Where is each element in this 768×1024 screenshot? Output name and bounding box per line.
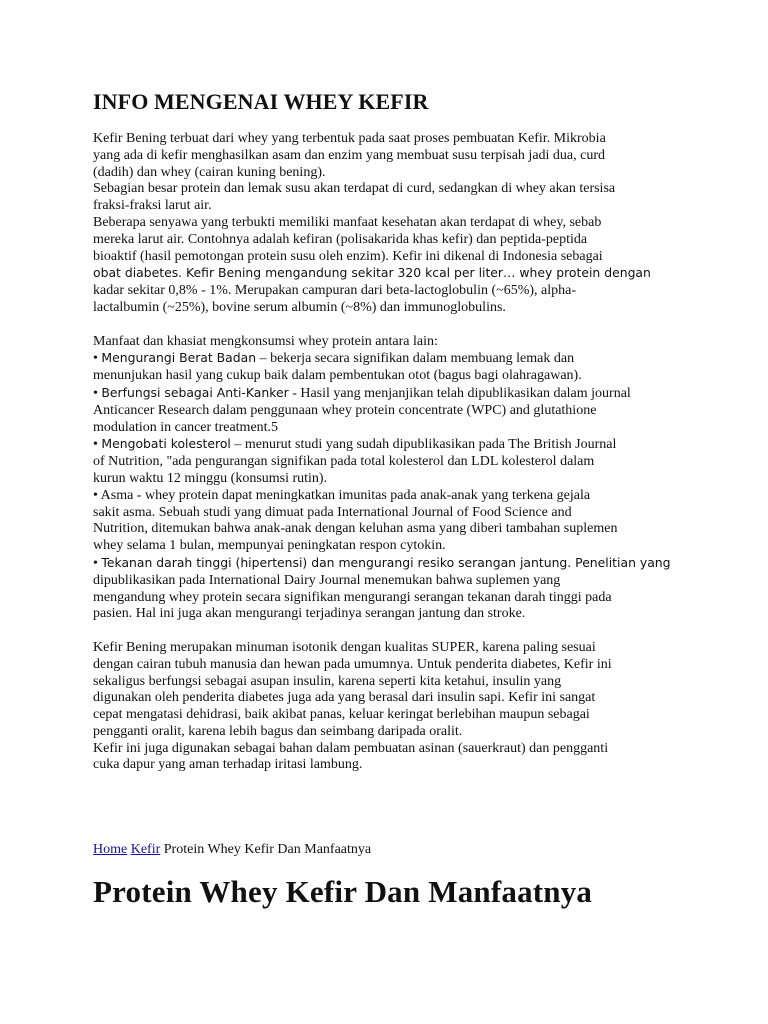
text-line: [93, 521, 683, 538]
text-segment: • Asma - whey protein dapat meningkatkan imunitas pada anak-anak yang terkena gejala: [93, 487, 591, 503]
text-line: [93, 300, 683, 317]
text-segment: menunjukan hasil yang cukup baik dalam pembentukan otot (bagus bagi olahragawan).: [93, 368, 582, 384]
text-segment: mereka larut air. Contohnya adalah kefiran (polisakarida khas kefir) dan peptida-peptida: [93, 231, 588, 247]
article-title: Protein Whey Kefir Dan Manfaatnya: [93, 874, 593, 910]
text-line: [93, 283, 683, 300]
breadcrumb-current: Protein Whey Kefir Dan Manfaatnya: [163, 842, 372, 858]
text-line: [93, 488, 683, 505]
text-segment: Kefir Bening terbuat dari whey yang terbentuk pada saat proses pembuatan Kefir. Mikrobia: [93, 131, 606, 146]
text-segment: •: [93, 385, 102, 401]
text-line: [93, 590, 683, 607]
breadcrumb: [93, 841, 683, 858]
text-segment: dipublikasikan pada International Dairy Journal menemukan bahwa suplemen yang: [93, 572, 561, 588]
text-segment: cepat mengatasi dehidrasi, baik akibat panas, keluar keringat berlebihan maupun sebagai: [93, 707, 590, 723]
text-segment: cuka dapur yang aman terhadap iritasi lambung.: [93, 757, 363, 773]
text-line: [93, 385, 683, 403]
text-line: [93, 403, 683, 420]
text-line: [93, 505, 683, 522]
text-line: [93, 707, 683, 724]
text-segment: - Hasil yang menjanjikan telah dipublikasikan dalam journal: [288, 385, 631, 401]
text-line: [93, 181, 683, 198]
text-line: [93, 741, 683, 758]
text-segment: fraksi-fraksi larut air.: [93, 198, 212, 214]
text-segment: kadar sekitar 0,8% - 1%. Merupakan campuran dari beta-lactoglobulin (~65%), alpha-: [93, 283, 576, 299]
text-segment: bioaktif (hasil pemotongan protein susu oleh enzim). Kefir ini dikenal di Indonesia sebagai: [93, 248, 603, 264]
text-line: [93, 674, 683, 691]
text-line: [93, 454, 683, 471]
breadcrumb-home-link[interactable]: Home: [93, 842, 128, 858]
text-segment: kurun waktu 12 minggu (konsumsi rutin).: [93, 470, 328, 486]
text-line: [93, 555, 683, 573]
text-line: [93, 471, 683, 488]
text-line: [93, 573, 683, 590]
text-segment: sakit asma. Sebuah studi yang dimuat pada International Journal of Food Science and: [93, 504, 572, 520]
text-line: [93, 165, 683, 182]
text-segment: •: [93, 437, 102, 453]
text-segment: Mengobati kolesterol: [101, 436, 231, 452]
benefits-paragraph: [93, 334, 683, 624]
text-segment: Anticancer Research dalam penggunaan whey protein concentrate (WPC) and glutathione: [93, 402, 597, 418]
text-line: [93, 420, 683, 437]
text-segment: – menurut studi yang sudah dipublikasikan pada The British Journal: [230, 437, 617, 453]
text-segment: modulation in cancer treatment.5: [93, 419, 279, 435]
text-segment: •: [93, 555, 102, 571]
text-line: [93, 368, 683, 385]
text-segment: mengandung whey protein secara signifikan mengurangi serangan tekanan darah tinggi pada: [93, 589, 612, 605]
breadcrumb-kefir-link[interactable]: Kefir: [130, 842, 161, 858]
text-segment: whey selama 1 bulan, mempunyai peningkatan respon cytokin.: [93, 538, 446, 554]
section-spacer: [93, 774, 683, 841]
text-segment: Mengurangi Berat Badan: [101, 350, 257, 366]
text-segment: Berfungsi sebagai Anti-Kanker: [101, 384, 289, 400]
text-line: [93, 198, 683, 215]
text-line: [93, 249, 683, 266]
text-line: [93, 215, 683, 232]
document-heading: INFO MENGENAI WHEY KEFIR: [93, 89, 429, 114]
text-line: [93, 350, 683, 368]
text-line: [93, 724, 683, 741]
text-line: [93, 131, 683, 148]
text-segment: pasien. Hal ini juga akan mengurangi terjadinya serangan jantung dan stroke.: [93, 606, 526, 622]
text-segment: Manfaat dan khasiat mengkonsumsi whey protein antara lain:: [93, 333, 438, 349]
text-segment: dengan cairan tubuh manusia dan hewan pada umumnya. Untuk penderita diabetes, Kefir ini: [93, 656, 612, 672]
text-segment: (dadih) dan whey (cairan kuning bening).: [93, 164, 326, 180]
text-segment: of Nutrition, "ada pengurangan signifikan pada total kolesterol dan LDL kolesterol dalam: [93, 454, 595, 470]
text-line: [93, 436, 683, 454]
text-segment: Nutrition, ditemukan bahwa anak-anak dengan keluhan asma yang diberi tambahan suplemen: [93, 521, 618, 537]
text-segment: •: [93, 351, 102, 367]
document-body: [93, 131, 683, 774]
text-line: [93, 657, 683, 674]
text-line: [93, 148, 683, 165]
text-line: [93, 538, 683, 555]
text-segment: Kefir ini juga digunakan sebagai bahan dalam pembuatan asinan (sauerkraut) dan pengganti: [93, 740, 609, 756]
text-segment: Sebagian besar protein dan lemak susu akan terdapat di curd, sedangkan di whey akan tersisa: [93, 181, 616, 197]
document-page: [93, 88, 683, 912]
text-line: [93, 690, 683, 707]
text-line: [93, 232, 683, 249]
paragraph-spacer: [93, 317, 683, 334]
text-segment: – bekerja secara signifikan dalam membuang lemak dan: [256, 351, 575, 367]
text-segment: lactalbumin (~25%), bovine serum albumin (~8%) dan immunoglobulins.: [93, 299, 506, 315]
text-line: [93, 334, 683, 351]
intro-paragraph: [93, 131, 683, 317]
text-line: [93, 640, 683, 657]
kefir-bening-paragraph: [93, 640, 683, 774]
text-segment: Tekanan darah tinggi (hipertensi) dan mengurangi resiko serangan jantung. Penelitian yang: [101, 554, 671, 570]
text-segment: digunakan oleh penderita diabetes juga ada yang berasal dari insulin sapi. Kefir ini sangat: [93, 690, 596, 706]
text-segment: obat diabetes. Kefir Bening mengandung sekitar 320 kcal per liter… whey protein dengan: [93, 265, 651, 281]
text-segment: Beberapa senyawa yang terbukti memiliki manfaat kesehatan akan terdapat di whey, sebab: [93, 214, 602, 230]
text-segment: yang ada di kefir menghasilkan asam dan enzim yang membuat susu terpisah jadi dua, curd: [93, 147, 606, 163]
text-segment: sekaligus berfungsi sebagai asupan insulin, karena seperti kita ketahui, insulin yang: [93, 673, 562, 689]
text-line: [93, 265, 683, 283]
text-line: [93, 757, 683, 774]
text-line: [93, 606, 683, 623]
text-segment: pengganti oralit, karena lebih bagus dan seimbang daripada oralit.: [93, 723, 463, 739]
paragraph-spacer: [93, 623, 683, 640]
text-segment: Kefir Bening merupakan minuman isotonik dengan kualitas SUPER, karena paling sesuai: [93, 639, 596, 655]
